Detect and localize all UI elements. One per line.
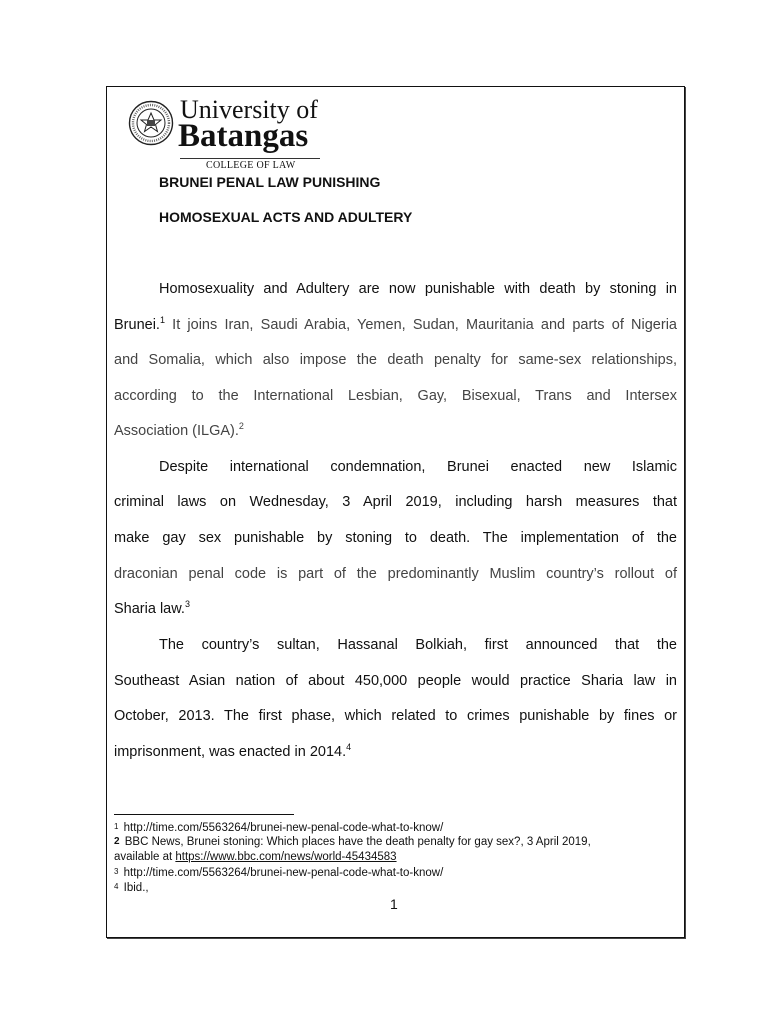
- p1-line-3: and Somalia, which also impose the death penalty for same-sex relationships,: [114, 352, 677, 368]
- p3-line-1: The country’s sultan, Hassanal Bolkiah, first announced that the: [159, 637, 677, 653]
- university-logo: [128, 96, 328, 174]
- p2-line-1: Despite international condemnation, Brunei enacted new Islamic: [159, 459, 677, 475]
- p2-line-5: Sharia law.$^3$: [114, 599, 190, 617]
- footnote-ref-1: 1: [159, 315, 165, 325]
- p1-line-2: Brunei.$^1$ It joins Iran, Saudi Arabia, Yemen, Sudan, Mauritania and parts of Nigeria: [114, 315, 677, 333]
- p2-line-3: make gay sex punishable by stoning to death. The implementation of the: [114, 530, 677, 546]
- page-number: 1: [390, 896, 398, 912]
- p2-line-4: draconian penal code is part of the predominantly Muslim country’s rollout of: [114, 566, 677, 582]
- p1-line-1: Homosexuality and Adultery are now punishable with death by stoning in: [159, 281, 677, 297]
- footnote-3: 3 http://time.com/5563264/brunei-new-penal-code-what-to-know/: [114, 867, 444, 879]
- footnote-2: 2 BBC News, Brunei stoning: Which places have the death penalty for gay sex?, 3 April 2019,: [114, 836, 591, 848]
- logo-college-of-law: COLLEGE OF LAW: [206, 160, 296, 171]
- footnote-separator: [114, 814, 294, 815]
- logo-batangas: Batangas: [178, 118, 309, 154]
- p3-line-2: Southeast Asian nation of about 450,000 people would practice Sharia law in: [114, 673, 677, 689]
- footnote-2-continued: available at https://www.bbc.com/news/world-45434583: [114, 851, 397, 863]
- document-title-line-2: HOMOSEXUAL ACTS AND ADULTERY: [159, 209, 413, 225]
- p1-line-5: Association (ILGA).$^2$: [114, 421, 244, 439]
- p1-line-4: according to the International Lesbian, Gay, Bisexual, Trans and Intersex: [114, 388, 677, 404]
- footnote-2-link[interactable]: https://www.bbc.com/news/world-45434583: [175, 851, 397, 863]
- footnote-4: 4 Ibid.,: [114, 882, 149, 894]
- university-seal-icon: [128, 100, 174, 146]
- document-title-line-1: BRUNEI PENAL LAW PUNISHING: [159, 174, 381, 190]
- p3-line-3: October, 2013. The first phase, which related to crimes punishable by fines or: [114, 708, 677, 724]
- footnote-ref-4: 4: [346, 742, 352, 752]
- p3-line-4: imprisonment, was enacted in 2014.$^4$: [114, 742, 352, 760]
- footnote-1: 1 http://time.com/5563264/brunei-new-penal-code-what-to-know/: [114, 822, 444, 834]
- footnote-ref-2: 2: [238, 421, 244, 431]
- p2-line-2: criminal laws on Wednesday, 3 April 2019, including harsh measures that: [114, 494, 677, 510]
- logo-university-of: University of: [180, 95, 318, 124]
- footnote-ref-3: 3: [184, 599, 190, 609]
- logo-divider: [180, 158, 320, 159]
